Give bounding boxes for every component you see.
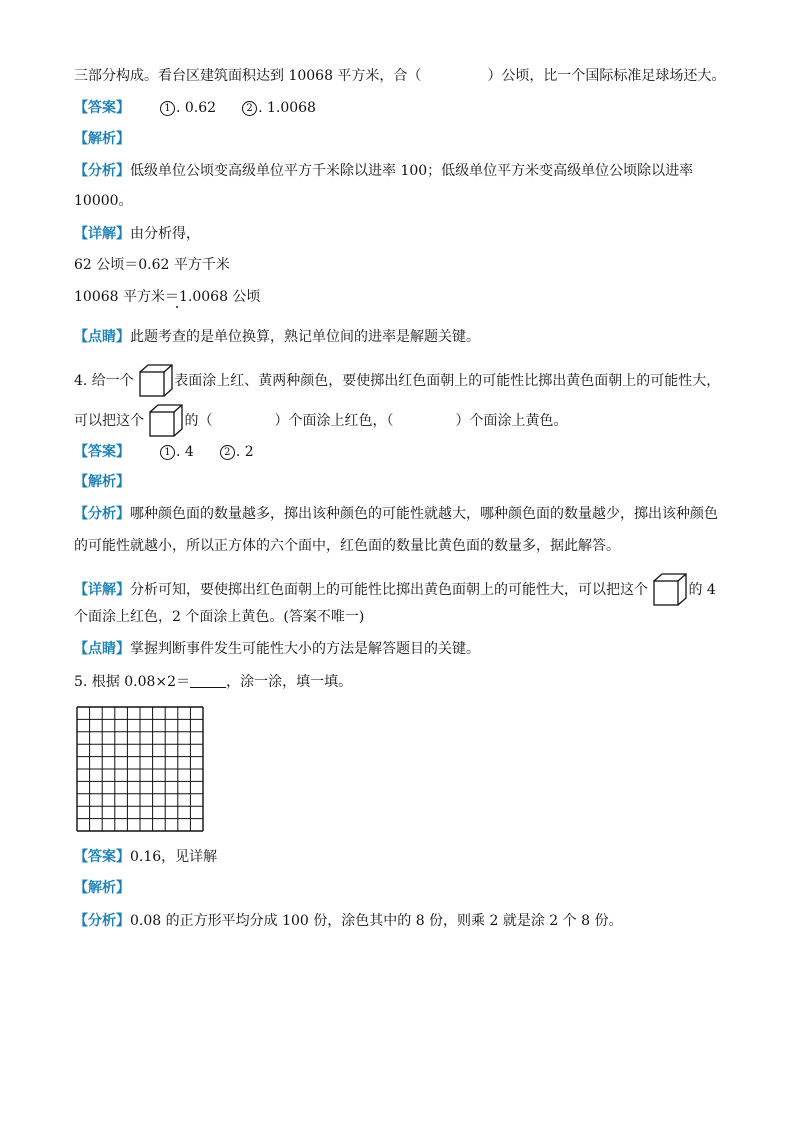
cube-icon: [652, 573, 688, 607]
cube-icon: [148, 404, 184, 438]
q4-text-b: 表面涂上红、黄两种颜色，要使掷出红色面朝上的可能性比掷出黄色面朝上的可能性大，: [174, 373, 721, 389]
circled-number-1: 1: [160, 101, 175, 116]
fenxi-text: 低级单位公顷变高级单位平方千米除以进率 100；低级单位平方米变高级单位公顷除以进率: [130, 163, 694, 179]
q3-line-end: [74, 67, 725, 85]
xiangjie-tag: 【详解】: [74, 582, 130, 598]
xiangjie-text-cont: 个面涂上红色，2 个面涂上黄色。(答案不唯一): [74, 609, 365, 625]
fenxi-text-cont: 的可能性就越小，所以正方体的六个面中，红色面的数量比黄色面的数量多，据此解答。: [74, 538, 620, 554]
q4-line-1: [74, 364, 720, 398]
calc-line-2: 10068 平方米＝1.0068 公顷: [74, 289, 261, 305]
calc-line-1: 62 公顷＝0.62 平方千米: [74, 257, 230, 273]
answer-text: 0.16，见详解: [130, 849, 218, 865]
circled-number-2: 2: [242, 101, 257, 116]
dianjing-tag: 【点睛】: [74, 329, 130, 345]
fenxi-tag: 【分析】: [74, 506, 130, 522]
fenxi-row: [74, 162, 693, 180]
fenxi-text: 哪种颜色面的数量越多，掷出该种颜色的可能性就越大，哪种颜色面的数量越少，掷出该种颜色: [130, 506, 718, 522]
q4-text-e: ）个面涂上红色，（: [274, 413, 394, 429]
q4-text-d: 的（: [184, 413, 213, 429]
dianjing-text: 此题考查的是单位换算，熟记单位间的进率是解题关键。: [130, 329, 480, 345]
dianjing-row: [74, 640, 480, 658]
hundred-grid-icon: [76, 706, 206, 834]
q4-text-a: 4. 给一个: [74, 373, 134, 389]
analysis-heading: 【解析】: [74, 474, 130, 490]
answer-value-2: . 1.0068: [258, 100, 316, 116]
xiangjie-tail: 的 4: [688, 582, 716, 598]
fenxi-row: [74, 505, 718, 523]
q4-line-2: [74, 404, 567, 438]
cube-icon: [138, 364, 174, 398]
circled-number-2: 2: [220, 445, 235, 460]
answer-tag: 【答案】: [74, 444, 130, 460]
answer-tag: 【答案】: [74, 100, 130, 116]
analysis-heading: 【解析】: [74, 131, 130, 147]
q5-text-a: 5. 根据 0.08×2＝: [74, 674, 191, 690]
stray-dot: [176, 306, 178, 308]
q5-text-b: ，涂一涂，填一填。: [226, 674, 353, 690]
xiangjie-tag: 【详解】: [74, 226, 130, 242]
circled-number-1: 1: [160, 445, 175, 460]
answer-row-q4: [74, 443, 254, 461]
q3-text-a: 三部分构成。看台区建筑面积达到 10068 平方米，合（: [74, 68, 422, 84]
fenxi-text: 0.08 的正方形平均分成 100 份，涂色其中的 8 份，则乘 2 就是涂 2 个 8 份。: [130, 913, 623, 929]
dianjing-text: 掌握判断事件发生可能性大小的方法是解答题目的关键。: [130, 641, 480, 657]
fenxi-tag: 【分析】: [74, 913, 130, 929]
answer-row-q5: [74, 848, 217, 866]
analysis-heading: 【解析】: [74, 880, 130, 896]
fenxi-tag: 【分析】: [74, 163, 130, 179]
answer-row-q3: [74, 99, 316, 117]
dianjing-tag: 【点睛】: [74, 641, 130, 657]
xiangjie-row: [74, 573, 716, 607]
q3-text-b: ）公顷，比一个国际标准足球场还大。: [487, 68, 726, 84]
answer-value-1: . 4: [176, 444, 194, 460]
xiangjie-text: 由分析得，: [130, 226, 200, 242]
q4-text-c: 可以把这个: [74, 413, 144, 429]
answer-underline: [190, 675, 226, 688]
q5-line: [74, 673, 352, 691]
answer-value-2: . 2: [235, 444, 254, 460]
fenxi-text-cont: 10000。: [74, 193, 133, 209]
q4-text-f: ）个面涂上黄色。: [455, 413, 568, 429]
answer-tag: 【答案】: [74, 849, 130, 865]
xiangjie-row: [74, 225, 200, 243]
answer-value-1: . 0.62: [176, 100, 217, 116]
xiangjie-text: 分析可知，要使掷出红色面朝上的可能性比掷出黄色面朝上的可能性大，可以把这个: [130, 582, 648, 598]
fenxi-row: [74, 912, 622, 930]
dianjing-row: [74, 328, 480, 346]
